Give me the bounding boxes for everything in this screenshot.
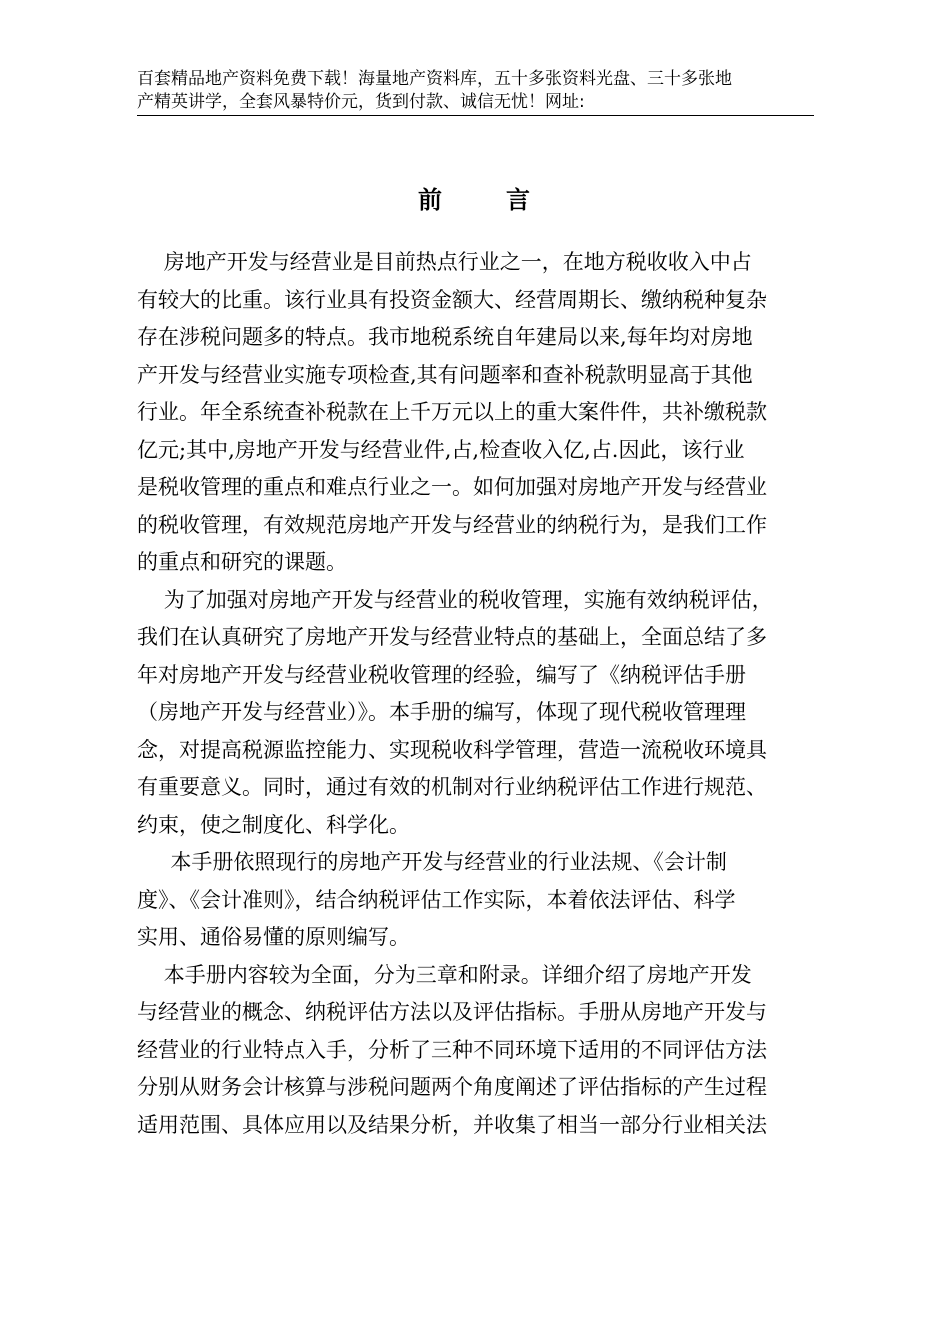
paragraph-line: 为了加强对房地产开发与经营业的税收管理，实施有效纳税评估， xyxy=(137,587,773,612)
paragraph-line: 亿元;其中,房地产开发与经营业件,占,检查收入亿,占.因此，该行业 xyxy=(137,437,745,462)
paragraph-line: 念，对提高税源监控能力、实现税收科学管理，营造一流税收环境具 xyxy=(137,737,767,762)
document-body xyxy=(137,244,817,1144)
paragraph-line: 存在涉税问题多的特点。我市地税系统自年建局以来,每年均对房地 xyxy=(137,325,753,349)
paragraph-line: 的税收管理，有效规范房地产开发与经营业的纳税行为，是我们工作 xyxy=(137,512,767,537)
paragraph-line: （房地产开发与经营业）》。本手册的编写，体现了现代税收管理理 xyxy=(137,700,746,724)
paragraph xyxy=(137,844,817,957)
page-title xyxy=(0,180,950,215)
paragraph-line: 与经营业的概念、纳税评估方法以及评估指标。手册从房地产开发与 xyxy=(137,1000,767,1024)
paragraph-line: 有较大的比重。该行业具有投资金额大、经营周期长、缴纳税种复杂 xyxy=(137,287,767,312)
paragraph xyxy=(137,957,817,1145)
paragraph-line: 房地产开发与经营业是目前热点行业之一，在地方税收收入中占 xyxy=(137,250,752,274)
paragraph-line: 本手册依照现行的房地产开发与经营业的行业法规、《会计制 xyxy=(137,850,727,874)
paragraph-line: 本手册内容较为全面，分为三章和附录。详细介绍了房地产开发 xyxy=(137,962,752,987)
title-char-1: 前 xyxy=(418,186,444,214)
paragraph-line: 实用、通俗易懂的原则编写。 xyxy=(137,925,410,949)
page-header xyxy=(137,68,814,116)
paragraph-line: 度》、《会计准则》，结合纳税评估工作实际，本着依法评估、科学 xyxy=(137,887,736,912)
paragraph-line: 适用范围、具体应用以及结果分析，并收集了相当一部分行业相关法 xyxy=(137,1112,767,1137)
paragraph xyxy=(137,582,817,845)
paragraph-line: 有重要意义。同时，通过有效的机制对行业纳税评估工作进行规范、 xyxy=(137,775,767,799)
paragraph-line: 年对房地产开发与经营业税收管理的经验，编写了《纳税评估手册 xyxy=(137,662,746,687)
paragraph xyxy=(137,244,817,582)
paragraph-line: 的重点和研究的课题。 xyxy=(137,550,347,574)
header-line-1: 百套精品地产资料免费下载！海量地产资料库，五十多张资料光盘、三十多张地 xyxy=(137,69,732,89)
paragraph-line: 是税收管理的重点和难点行业之一。如何加强对房地产开发与经营业 xyxy=(137,475,767,499)
paragraph-line: 我们在认真研究了房地产开发与经营业特点的基础上，全面总结了多 xyxy=(137,625,767,649)
paragraph-line: 行业。年全系统查补税款在上千万元以上的重大案件件，共补缴税款 xyxy=(137,400,767,424)
paragraph-line: 产开发与经营业实施专项检查,其有问题率和查补税款明显高于其他 xyxy=(137,362,753,387)
paragraph-line: 分别从财务会计核算与涉税问题两个角度阐述了评估指标的产生过程 xyxy=(137,1075,767,1099)
title-char-2: 言 xyxy=(506,186,532,214)
paragraph-line: 经营业的行业特点入手，分析了三种不同环境下适用的不同评估方法 xyxy=(137,1037,767,1062)
header-line-2: 产精英讲学，全套风暴特价元，货到付款、诚信无忧！网址: xyxy=(137,92,585,112)
paragraph-line: 约束，使之制度化、科学化。 xyxy=(137,812,410,837)
